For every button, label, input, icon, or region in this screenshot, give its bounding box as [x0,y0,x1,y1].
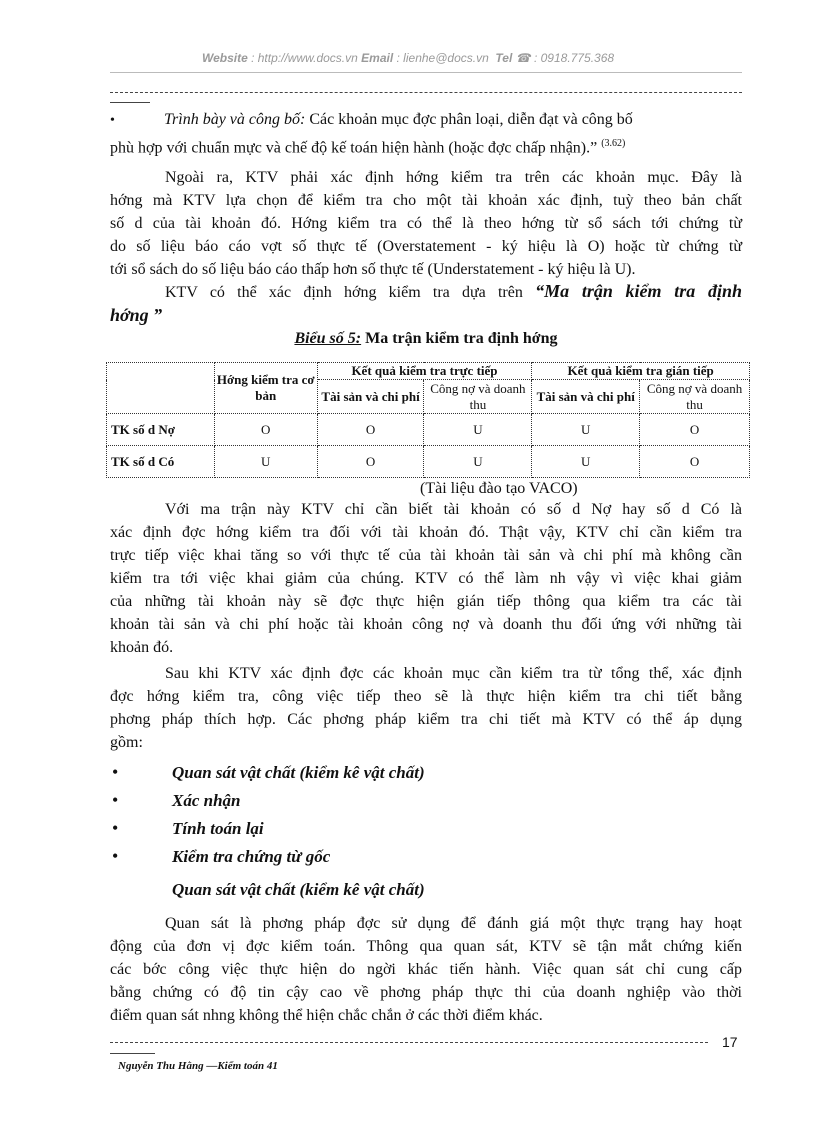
para1-line: tới sổ sách do số liệu báo cáo thấp hơn số thực tế (Understatement - ký hiệu là U). [110,261,636,278]
source-note: (Tài liệu đào tạo VACO) [420,480,578,497]
footer-dashed-rule [110,1042,708,1043]
group-header-indirect: Kết quả kiểm tra gián tiếp [532,363,750,380]
table-cell: O [640,446,750,478]
paragraph-matrix-explain [110,498,742,659]
subheader-liabilities: Công nợ và doanh thu [640,380,750,414]
header-rule [110,72,742,73]
para4-line: đợc hớng kiểm tra, công việc tiếp theo sẽ là thực hiện kiểm tra chi tiết bằng [110,688,742,705]
bullet-marker: • [112,790,119,810]
para3-line: khoản đó. [110,639,174,656]
email-label: Email [361,51,394,65]
page-header [0,51,816,65]
para2-emphasis: “Ma trận kiểm tra định [535,281,743,301]
table-cell: O [317,446,424,478]
para1-line: số d của tài khoản đó. Hớng kiểm tra có thể là theo hớng từ sổ sách tới chứng từ [110,215,742,232]
website-label: Website [201,51,248,65]
list-item [110,818,742,846]
bullet-marker: • [112,762,119,782]
table-caption-label: Biểu số 5: [294,330,362,347]
subheader-assets: Tài sản và chi phí [317,380,424,414]
email-value: : lienhe@docs.vn [396,51,489,65]
list-item [110,790,742,818]
page-number: 17 [722,1034,738,1050]
footnote-rule-short [110,102,150,103]
citation: (3.62) [601,138,626,149]
method-label: Kiểm tra chứng từ gốc [172,847,331,866]
para4-line: Sau khi KTV xác định đợc các khoản mục cần kiểm tra từ tổng thể, xác định [165,665,742,682]
methods-list [110,762,742,874]
intro-line2: phù hợp với chuẩn mực và chế độ kế toán hiện hành (hoặc đợc chấp nhận).” [110,139,598,157]
para3-line: Với ma trận này KTV chỉ cần biết tài khoản có số d Nợ hay số d Có là [165,501,742,518]
para4-line: phơng pháp thích hợp. Các phơng pháp kiểm tra chi tiết mà KTV có thể áp dụng [110,711,742,728]
table-cell: O [317,414,424,446]
para3-line: kiểm tra tới việc khai giảm của chúng. KTV có thể làm nh vậy vì việc khai giảm [110,570,742,587]
table-cell: O [214,414,317,446]
paragraph-observation [110,912,742,1027]
table-cell: U [424,446,532,478]
table-cell: U [532,446,640,478]
website-url: : http://www.docs.vn [251,51,358,65]
paragraph-matrix-intro [110,280,742,328]
intro-lead: Trình bày và công bố: [164,111,306,128]
para1-line: do số liệu báo cáo vợt số thực tế (Overstatement - ký hiệu là O) hoặc từ chứng từ [110,238,742,255]
list-item [110,846,742,874]
method-label: Quan sát vật chất (kiểm kê vật chất) [172,763,425,782]
table-caption [110,330,742,348]
direction-matrix-table [106,362,750,478]
para4-line: gồm: [110,734,143,751]
phone-icon: ☎ [515,51,531,65]
table-row [107,414,750,446]
para5-line: Quan sát là phơng pháp đợc sử dụng để đánh giá một thực trạng hay hoạt [165,915,742,932]
list-item [110,762,742,790]
intro-line1: Các khoản mục đợc phân loại, diễn đạt và công bố [309,111,633,128]
top-dashed-rule [110,92,742,93]
table-caption-title: Ma trận kiểm tra định hớng [365,330,558,347]
section-subheading: Quan sát vật chất (kiểm kê vật chất) [172,880,425,899]
para3-line: khoản tài sản và chi phí hoặc tài khoản công nợ và doanh thu đối ứng với những tài [110,616,742,633]
para1-line: hớng mà KTV lựa chọn để kiểm tra cho một tài khoản xác định, tuỳ theo bản chất [110,192,742,209]
table-corner [107,363,215,414]
table-cell: U [424,414,532,446]
para5-line: động của đơn vị đợc kiểm toán. Thông qua quan sát, KTV sẽ tận mắt chứng kiến [110,938,742,955]
bullet-marker: • [112,818,119,838]
row-label: TK số d Có [107,446,215,478]
method-label: Tính toán lại [172,819,264,838]
para2-plain: KTV có thể xác định hớng kiểm tra dựa trên [165,284,523,301]
para2-emphasis-cont: hớng ” [110,305,163,325]
bullet-marker: • [110,113,115,128]
table-row [107,446,750,478]
para5-line: các bớc công việc thực hiện do ngời khác tiến hành. Việc quan sát chỉ cung cấp [110,961,742,978]
col-header-base: Hớng kiểm tra cơ bản [214,363,317,414]
para1-line: Ngoài ra, KTV phải xác định hớng kiểm tra trên các khoản mục. Đây là [165,169,742,186]
table-cell: O [640,414,750,446]
para5-line: điểm quan sát nhng không thể hiện chắc chắn ở các thời điểm khác. [110,1007,543,1024]
para3-line: của những tài khoản này sẽ đợc thực hiện gián tiếp thông qua kiểm tra các tài [110,593,742,610]
para5-line: bằng chứng có độ tin cậy cao về phơng pháp thực thi của doanh nghiệp vào thời [110,984,742,1001]
subheader-liabilities: Công nợ và doanh thu [424,380,532,414]
bullet-marker: • [112,846,119,866]
table-cell: U [532,414,640,446]
tel-label: Tel [495,51,513,65]
table-cell: U [214,446,317,478]
intro-bullet-block [110,108,742,159]
tel-value: : 0918.775.368 [533,51,615,65]
para3-line: xác định đợc hớng kiểm tra đối với tài khoản đó. Thật vậy, KTV chỉ cần kiểm tra [110,524,742,541]
paragraph-methods-intro [110,662,742,754]
para3-line: trực tiếp việc khai tăng so với thực tế của tài khoản tài sản và chi phí mà không cần [110,547,742,564]
row-label: TK số d Nợ [107,414,215,446]
footer-author: Nguyễn Thu Hằng —Kiểm toán 41 [118,1060,278,1072]
paragraph-direction [110,166,742,281]
subheader-assets: Tài sản và chi phí [532,380,640,414]
footer-rule-short [110,1053,155,1054]
method-label: Xác nhận [172,791,241,810]
group-header-direct: Kết quả kiểm tra trực tiếp [317,363,532,380]
